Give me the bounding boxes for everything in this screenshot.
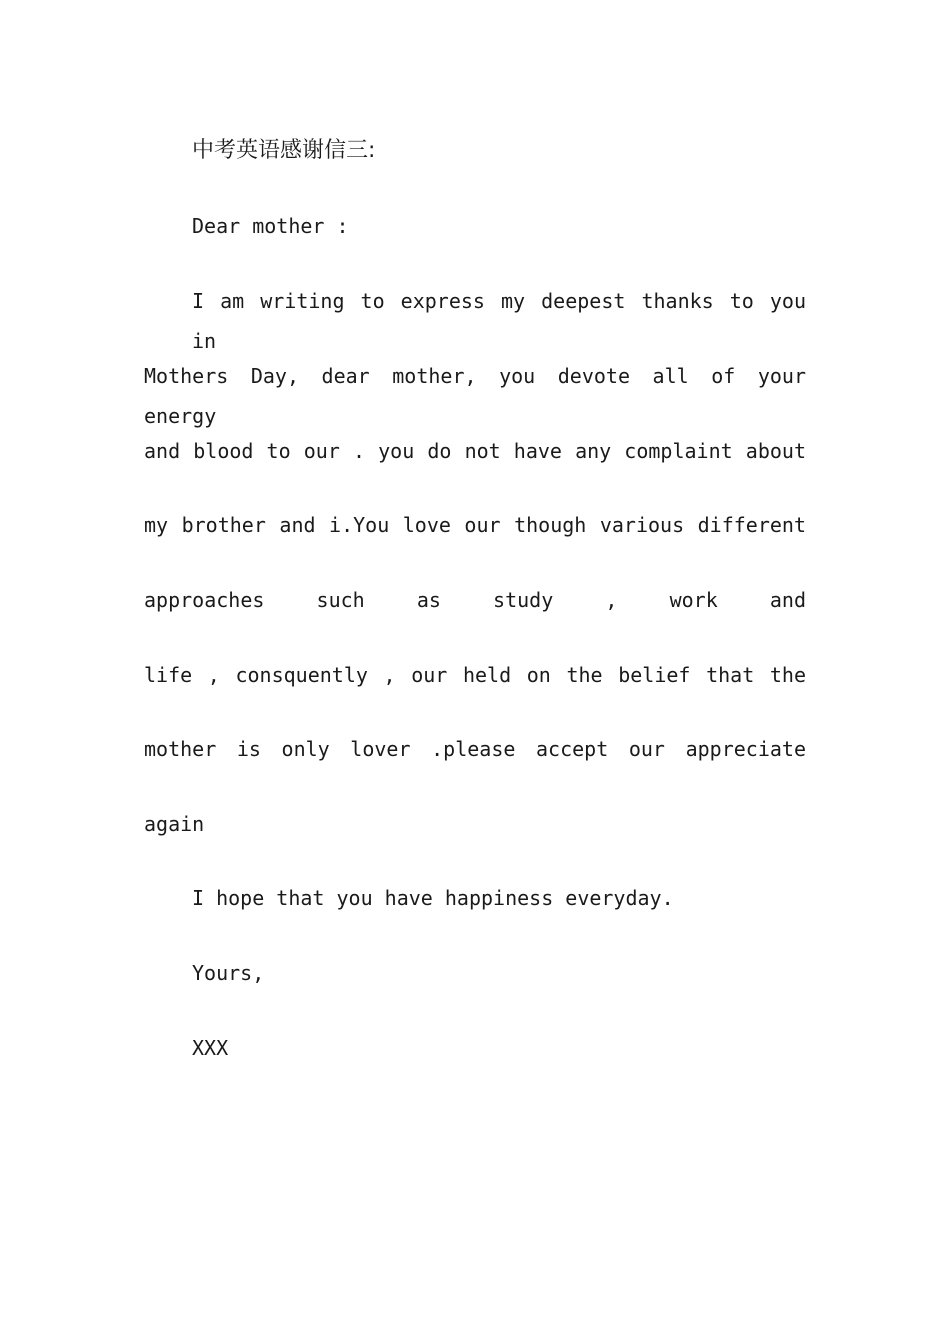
sign-off: Yours, [192,961,265,985]
salutation: Dear mother : [192,214,349,238]
signature: XXX [192,1036,229,1060]
body-line: I am writing to express my deepest thanks to you in [192,289,806,353]
body-line: mother is only lover .please accept our appreciate [144,737,806,761]
body-line: my brother and i.You love our though various different [144,513,806,537]
body-line: approaches such as study , work and [144,588,806,612]
body-line: and blood to our . you do not have any complaint about [144,439,806,463]
closing-line: I hope that you have happiness everyday. [192,886,674,910]
body-line: Mothers Day, dear mother, you devote all of your energy [144,364,806,428]
body-line-last: again [144,812,205,836]
letter-title: 中考英语感谢信三: [192,138,376,163]
body-line: life , consquently , our held on the belief that the [144,663,806,687]
